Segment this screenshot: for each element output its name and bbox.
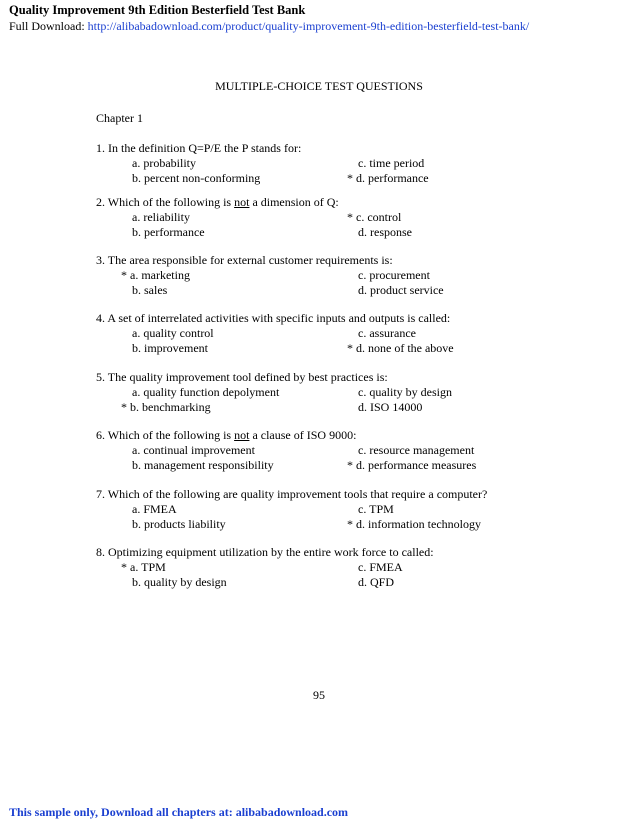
option-a: a. FMEA (132, 502, 177, 516)
stem-underlined: not (234, 428, 250, 442)
option-a: a. probability (132, 156, 196, 170)
question-stem: 7. Which of the following are quality improvement tools that require a computer? (96, 487, 488, 501)
option-c: c. resource management (358, 443, 475, 457)
stem-text: 2. Which of the following is (96, 195, 235, 209)
option-c: c. FMEA (358, 560, 403, 574)
option-d: d. ISO 14000 (358, 400, 423, 414)
stem-text: 6. Which of the following is (96, 428, 235, 442)
option-a: * a. marketing (121, 268, 190, 282)
download-label: Full Download: (9, 19, 85, 33)
option-d: * d. none of the above (347, 341, 454, 355)
option-d: d. QFD (358, 575, 395, 589)
stem-text: a dimension of Q: (249, 195, 339, 209)
option-a: a. quality function depolyment (132, 385, 280, 399)
download-link[interactable]: http://alibabadownload.com/product/quality-improvement-9th-edition-besterfield-test-bank/ (87, 19, 530, 33)
option-d: d. product service (358, 283, 444, 297)
page-title: MULTIPLE-CHOICE TEST QUESTIONS (215, 79, 423, 93)
option-d: * d. information technology (347, 517, 481, 531)
option-d: d. response (358, 225, 412, 239)
option-b: b. improvement (132, 341, 208, 355)
option-c: c. time period (358, 156, 425, 170)
option-c: * c. control (347, 210, 402, 224)
question-stem: 4. A set of interrelated activities with specific inputs and outputs is called: (96, 311, 451, 325)
option-b: b. products liability (132, 517, 226, 531)
option-a: a. reliability (132, 210, 190, 224)
option-a: a. quality control (132, 326, 214, 340)
option-d: * d. performance measures (347, 458, 477, 472)
option-c: c. assurance (358, 326, 416, 340)
chapter-heading: Chapter 1 (96, 111, 143, 125)
option-b: * b. benchmarking (121, 400, 211, 414)
option-c: c. quality by design (358, 385, 452, 399)
option-c: c. procurement (358, 268, 430, 282)
question-stem: 5. The quality improvement tool defined by best practices is: (96, 370, 388, 384)
question-stem: 1. In the definition Q=P/E the P stands for: (96, 141, 302, 155)
download-line (9, 19, 529, 33)
option-b: b. sales (132, 283, 168, 297)
option-b: b. quality by design (132, 575, 227, 589)
footer-notice[interactable]: This sample only, Download all chapters at: alibabadownload.com (9, 805, 349, 819)
question-stem: 8. Optimizing equipment utilization by the entire work force to called: (96, 545, 434, 559)
question-stem (96, 428, 356, 442)
option-a: a. continual improvement (132, 443, 255, 457)
stem-text: a clause of ISO 9000: (249, 428, 357, 442)
stem-underlined: not (234, 195, 250, 209)
question-stem: 3. The area responsible for external customer requirements is: (96, 253, 393, 267)
option-c: c. TPM (358, 502, 394, 516)
option-a: * a. TPM (121, 560, 166, 574)
page-number: 95 (313, 688, 325, 702)
question-stem (96, 195, 339, 209)
option-b: b. management responsibility (132, 458, 274, 472)
option-b: b. percent non-conforming (132, 171, 261, 185)
option-b: b. performance (132, 225, 205, 239)
option-d: * d. performance (347, 171, 429, 185)
header-title: Quality Improvement 9th Edition Besterfield Test Bank (9, 3, 306, 17)
